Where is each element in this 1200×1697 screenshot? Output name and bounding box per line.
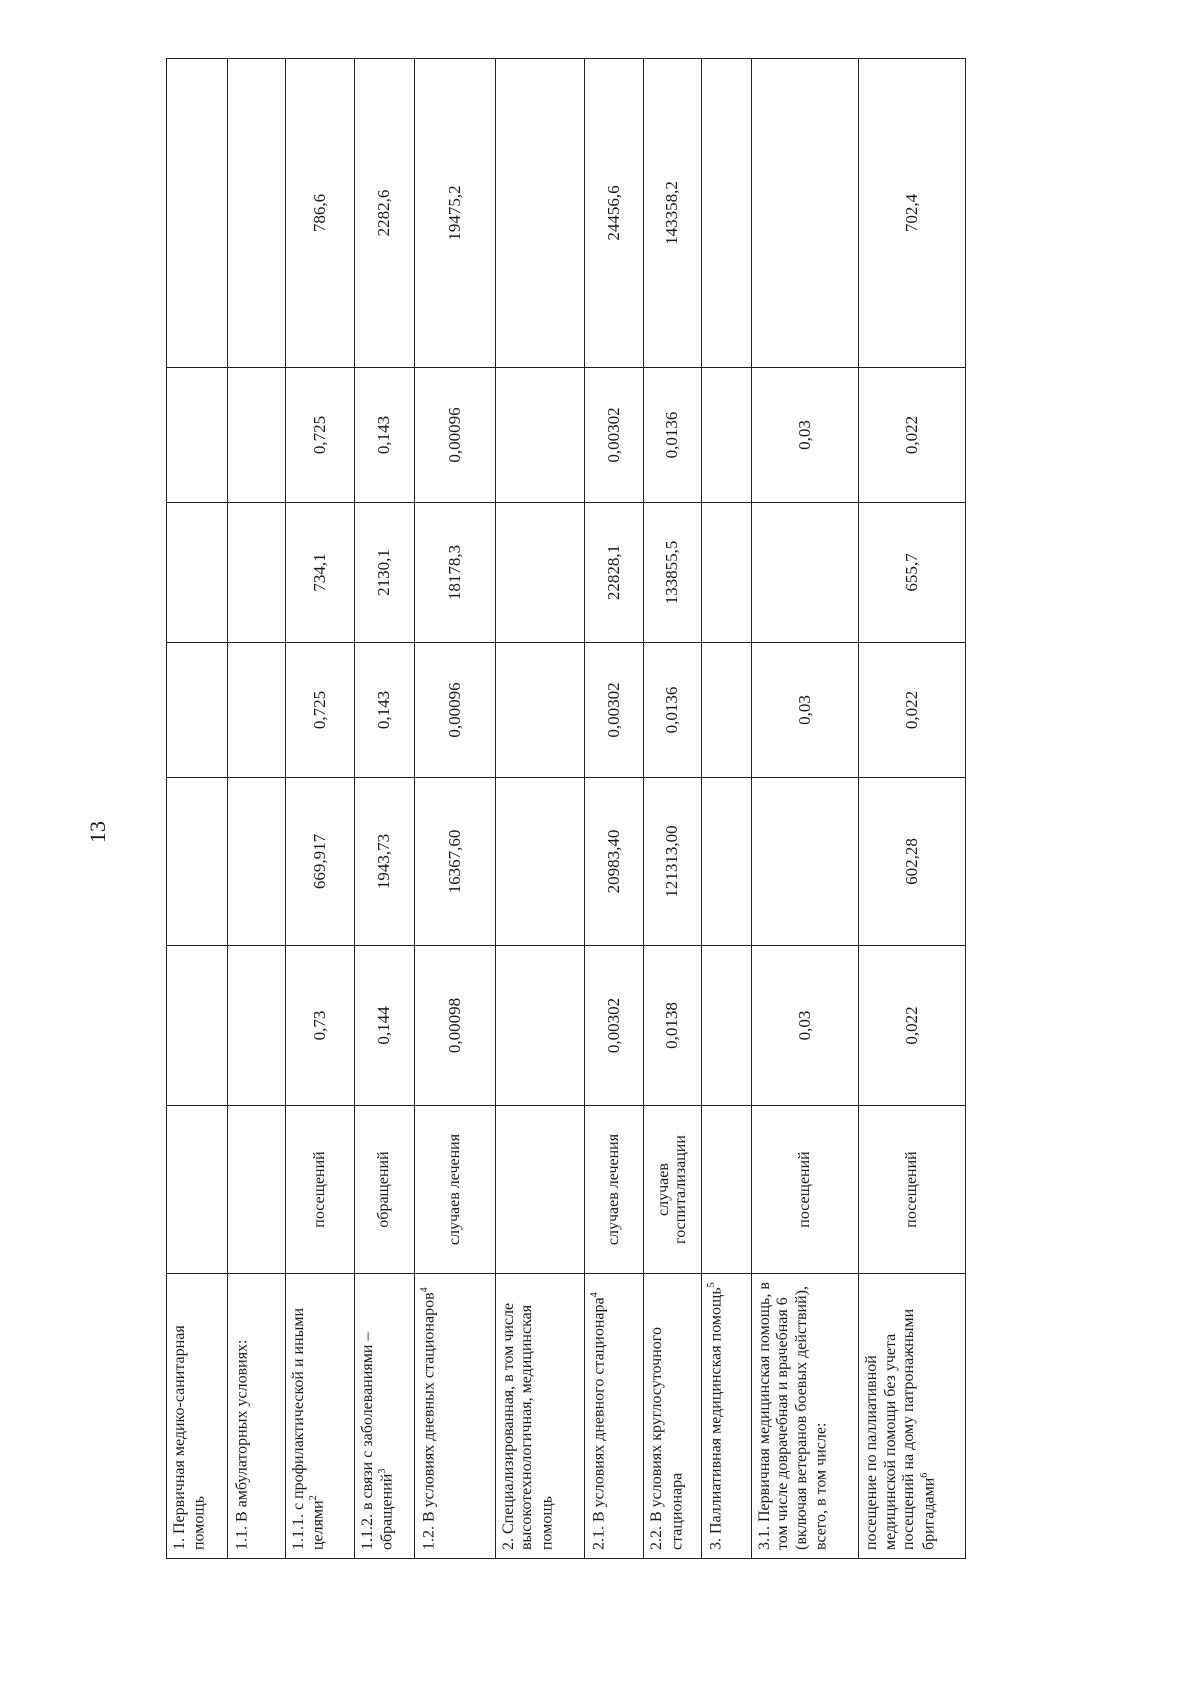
table-row — [751, 59, 859, 1559]
value-cell-v2: 121313,00 — [644, 778, 701, 946]
unit-cell — [701, 1106, 751, 1274]
value-cell-v5: 0,00096 — [414, 368, 495, 503]
value-cell-v4: 734,1 — [286, 503, 355, 643]
value-cell-v4 — [227, 503, 285, 643]
value-cell-v1: 0,00098 — [414, 946, 495, 1106]
footnote-ref: 6 — [918, 1472, 930, 1478]
unit-cell: посещений — [859, 1106, 966, 1274]
table-row — [859, 59, 966, 1559]
table-row — [354, 59, 414, 1559]
row-name-cell — [167, 1274, 228, 1559]
value-cell-v6: 2282,6 — [354, 59, 414, 368]
table-row — [167, 59, 228, 1559]
value-cell-v6 — [495, 59, 584, 368]
table-row — [584, 59, 644, 1559]
page-number: 13 — [85, 821, 110, 843]
row-name: 1.1.2. в связи с заболеваниями – обращений — [358, 1332, 396, 1550]
footnote-ref: 3 — [377, 1468, 389, 1474]
value-cell-v2: 602,28 — [859, 778, 966, 946]
value-cell-v3: 0,00096 — [414, 643, 495, 778]
value-cell-v6 — [167, 59, 228, 368]
value-cell-v6 — [751, 59, 859, 368]
unit-cell: случаев госпитализации — [644, 1106, 701, 1274]
value-cell-v6 — [227, 59, 285, 368]
row-name: 2. Специализированная, в том числе высокотехнологичная, медицинская помощь — [499, 1302, 556, 1550]
value-cell-v4 — [167, 503, 228, 643]
row-name-cell — [354, 1274, 414, 1559]
row-name-cell — [227, 1274, 285, 1559]
value-cell-v5 — [495, 368, 584, 503]
value-cell-v2 — [167, 778, 228, 946]
table-row — [227, 59, 285, 1559]
value-cell-v1: 0,73 — [286, 946, 355, 1106]
value-cell-v4 — [701, 503, 751, 643]
value-cell-v5 — [701, 368, 751, 503]
row-name-cell — [286, 1274, 355, 1559]
unit-cell: обращений — [354, 1106, 414, 1274]
value-cell-v1: 0,03 — [751, 946, 859, 1106]
value-cell-v2: 16367,60 — [414, 778, 495, 946]
row-name-cell — [644, 1274, 701, 1559]
value-cell-v4: 22828,1 — [584, 503, 644, 643]
value-cell-v6: 702,4 — [859, 59, 966, 368]
value-cell-v2: 669,917 — [286, 778, 355, 946]
value-cell-v5: 0,022 — [859, 368, 966, 503]
row-name-cell — [701, 1274, 751, 1559]
value-cell-v3: 0,03 — [751, 643, 859, 778]
table-row — [701, 59, 751, 1559]
value-cell-v5: 0,143 — [354, 368, 414, 503]
value-cell-v3 — [495, 643, 584, 778]
value-cell-v3 — [167, 643, 228, 778]
value-cell-v4 — [751, 503, 859, 643]
row-name: 3. Паллиативная медицинская помощь — [707, 1287, 725, 1550]
value-cell-v4: 2130,1 — [354, 503, 414, 643]
value-cell-v5: 0,00302 — [584, 368, 644, 503]
value-cell-v3 — [227, 643, 285, 778]
row-name: 1.1.1. с профилактической и иными целями — [290, 1307, 327, 1550]
row-name: 1. Первичная медико-санитарная помощь — [171, 1325, 208, 1550]
value-cell-v6: 143358,2 — [644, 59, 701, 368]
value-cell-v1: 0,022 — [859, 946, 966, 1106]
row-name: 2.2. В условиях круглосуточного стационара — [648, 1327, 685, 1550]
value-cell-v4: 18178,3 — [414, 503, 495, 643]
table-row — [286, 59, 355, 1559]
value-cell-v5 — [227, 368, 285, 503]
footnote-ref: 4 — [588, 1292, 600, 1298]
value-cell-v3 — [701, 643, 751, 778]
value-cell-v5: 0,03 — [751, 368, 859, 503]
value-cell-v3: 0,00302 — [584, 643, 644, 778]
table-row — [644, 59, 701, 1559]
value-cell-v4 — [495, 503, 584, 643]
value-cell-v1 — [227, 946, 285, 1106]
row-name-cell — [584, 1274, 644, 1559]
table-row — [414, 59, 495, 1559]
unit-cell: случаев лечения — [414, 1106, 495, 1274]
value-cell-v5: 0,725 — [286, 368, 355, 503]
unit-cell — [167, 1106, 228, 1274]
value-cell-v2 — [495, 778, 584, 946]
unit-cell — [495, 1106, 584, 1274]
unit-cell: случаев лечения — [584, 1106, 644, 1274]
table-row — [495, 59, 584, 1559]
row-name-cell — [414, 1274, 495, 1559]
value-cell-v2: 20983,40 — [584, 778, 644, 946]
unit-cell: посещений — [286, 1106, 355, 1274]
row-name: 2.1. В условиях дневного стационара — [590, 1297, 608, 1550]
value-cell-v1 — [701, 946, 751, 1106]
value-cell-v2: 1943,73 — [354, 778, 414, 946]
value-cell-v6: 19475,2 — [414, 59, 495, 368]
value-cell-v1 — [167, 946, 228, 1106]
row-name-cell — [859, 1274, 966, 1559]
table-container — [166, 59, 966, 1559]
value-cell-v6: 24456,6 — [584, 59, 644, 368]
footnote-ref: 4 — [418, 1287, 430, 1293]
value-cell-v6: 786,6 — [286, 59, 355, 368]
value-cell-v3: 0,0136 — [644, 643, 701, 778]
value-cell-v3: 0,022 — [859, 643, 966, 778]
value-cell-v4: 655,7 — [859, 503, 966, 643]
value-cell-v6 — [701, 59, 751, 368]
row-name: 1.2. В условиях дневных стационаров — [419, 1292, 437, 1550]
row-name-cell — [751, 1274, 859, 1559]
footnote-ref: 5 — [705, 1282, 717, 1288]
footnote-ref: 2 — [308, 1495, 320, 1501]
rotated-table-frame — [166, 59, 966, 1559]
row-name-cell — [495, 1274, 584, 1559]
value-cell-v1 — [495, 946, 584, 1106]
value-cell-v1: 0,00302 — [584, 946, 644, 1106]
row-name: 3.1. Первичная медицинская помощь, в том числе доврачебная и врачебная 6 (включая ветеранов боевых действий), всего, в том числе: — [755, 1282, 830, 1550]
standards-table — [166, 58, 966, 1559]
value-cell-v5: 0,0136 — [644, 368, 701, 503]
value-cell-v1: 0,144 — [354, 946, 414, 1106]
row-name: посещение по паллиативной медицинской помощи без учета посещений на дому патронажными бригадами — [863, 1308, 937, 1550]
value-cell-v3: 0,725 — [286, 643, 355, 778]
value-cell-v3: 0,143 — [354, 643, 414, 778]
value-cell-v4: 133855,5 — [644, 503, 701, 643]
value-cell-v2 — [701, 778, 751, 946]
unit-cell — [227, 1106, 285, 1274]
value-cell-v2 — [751, 778, 859, 946]
row-name: 1.1. В амбулаторных условиях: — [232, 1339, 250, 1550]
value-cell-v5 — [167, 368, 228, 503]
value-cell-v2 — [227, 778, 285, 946]
value-cell-v1: 0,0138 — [644, 946, 701, 1106]
unit-cell: посещений — [751, 1106, 859, 1274]
